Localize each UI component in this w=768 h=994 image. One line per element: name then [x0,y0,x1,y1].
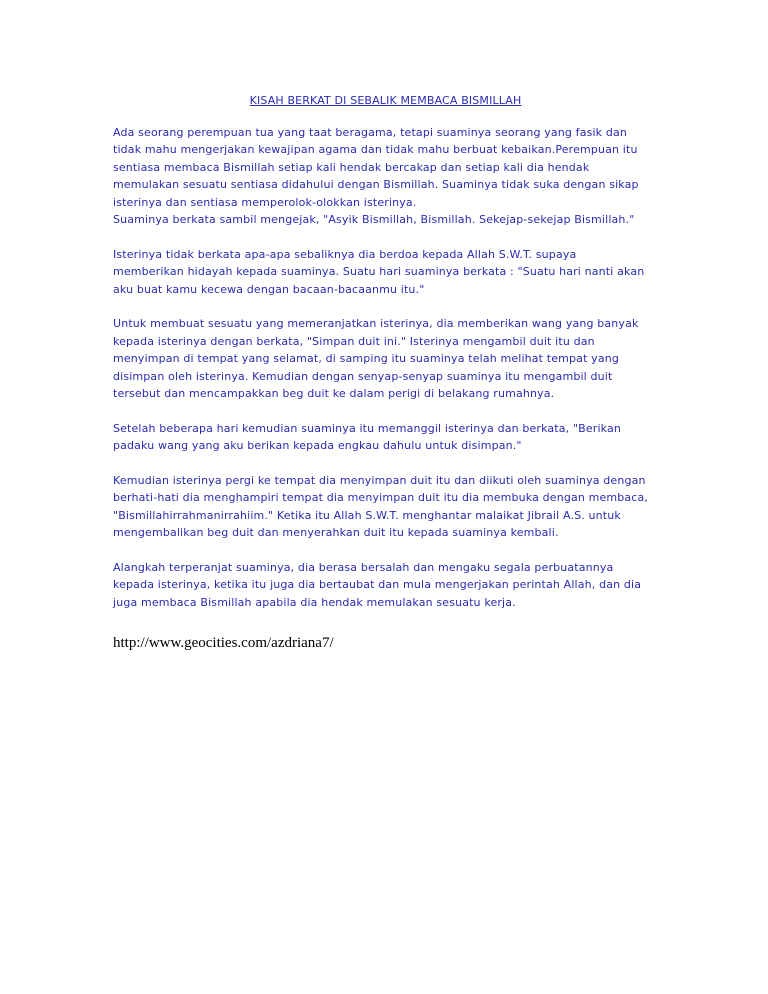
paragraph-list [113,124,658,612]
paragraph [113,246,658,299]
paragraph [113,124,658,229]
paragraph-line: "Bismillahirrahmanirrahiim." Ketika itu Allah S.W.T. menghantar malaikat Jibrail A.S. untuk [113,508,621,522]
paragraph-line: Alangkah terperanjat suaminya, dia berasa bersalah dan mengaku segala perbuatannya [113,560,614,574]
paragraph [113,472,658,542]
paragraph-line: Untuk membuat sesuatu yang memeranjatkan isterinya, dia memberikan wang yang banyak [113,317,639,330]
paragraph-line: Setelah beberapa hari kemudian suaminya itu memanggil isterinya dan berkata, "Berikan [113,421,621,435]
paragraph-line: menyimpan di tempat yang selamat, di samping itu suaminya telah melihat tempat yang [113,352,619,365]
paragraph-line: isterinya dan sentiasa memperolok-olokkan isterinya. [113,195,417,209]
paragraph-line: tersebut dan mencampakkan beg duit ke dalam perigi di belakang rumahnya. [113,387,555,400]
paragraph-line: kepada isterinya, ketika itu juga dia bertaubat dan mula mengerjakan perintah Allah, dan dia [113,578,642,591]
paragraph-line: disimpan oleh isterinya. Kemudian dengan senyap-senyap suaminya itu mengambil duit [113,369,613,383]
paragraph-line: aku buat kamu kecewa dengan bacaan-bacaanmu itu." [113,282,425,296]
paragraph-line: berhati-hati dia menghampiri tempat dia menyimpan duit itu dia membuka dengan membaca, [113,491,649,504]
paragraph-line: mengembalikan beg duit dan menyerahkan duit itu kepada suaminya kembali. [113,526,559,539]
document-title: KISAH BERKAT DI SEBALIK MEMBACA BISMILLAH [249,94,522,107]
paragraph-line: Suaminya berkata sambil mengejak, "Asyik Bismillah, Bismillah. Sekejap-sekejap Bismillah." [113,213,635,226]
paragraph [113,559,658,612]
paragraph-line: Kemudian isterinya pergi ke tempat dia menyimpan duit itu dan diikuti oleh suaminya dengan [113,473,646,487]
paragraph-line: padaku wang yang aku berikan kepada engkau dahulu untuk disimpan." [113,439,522,452]
paragraph-line: juga membaca Bismillah apabila dia hendak memulakan sesuatu kerja. [113,595,516,609]
source-url-text: http://www.geocities.com/azdriana7/ [113,635,334,651]
paragraph-line: memulakan sesuatu sentiasa didahului dengan Bismillah. Suaminya tidak suka dengan sikap [113,178,639,191]
paragraph-line: kepada isterinya dengan berkata, "Simpan duit ini." Isterinya mengambil duit itu dan [113,334,595,348]
paragraph [113,420,658,455]
document-body [113,92,658,628]
paragraph-line: memberikan hidayah kepada suaminya. Suatu hari suaminya berkata : "Suatu hari nanti akan [113,265,645,278]
paragraph-line: Isterinya tidak berkata apa-apa sebaliknya dia berdoa kepada Allah S.W.T. supaya [113,247,577,261]
paragraph-line: Ada seorang perempuan tua yang taat beragama, tetapi suaminya seorang yang fasik dan [113,125,627,139]
paragraph [113,315,658,403]
paragraph-line: tidak mahu mengerjakan kewajipan agama dan tidak mahu berbuat kebaikan.Perempuan itu [113,143,638,156]
paragraph-line: sentiasa membaca Bismillah setiap kali hendak bercakap dan setiap kali dia hendak [113,160,590,174]
